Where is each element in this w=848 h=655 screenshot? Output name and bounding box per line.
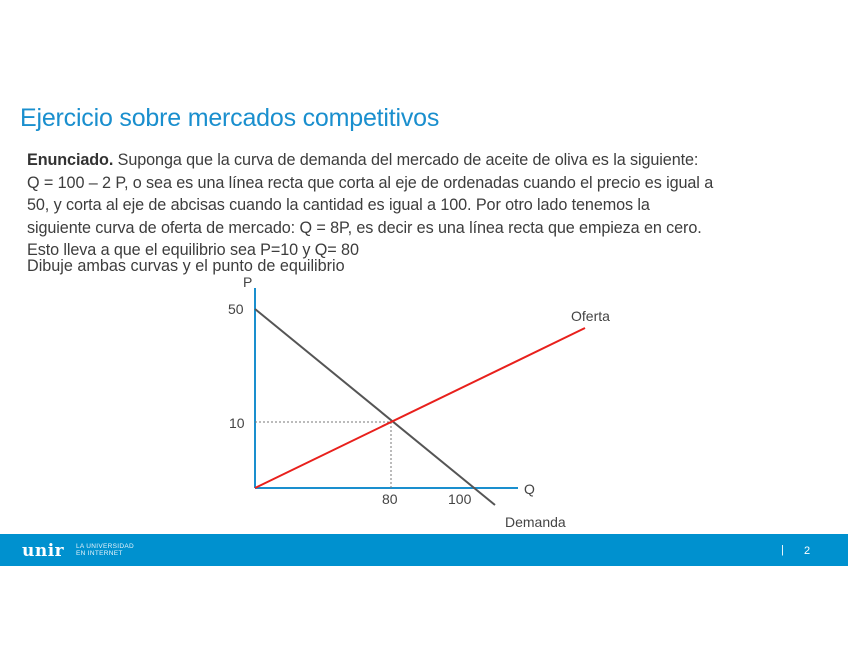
statement-line-4: siguiente curva de oferta de mercado: Q = 8P, es decir es una línea recta que empieza en cero. [27, 218, 702, 237]
x-tick-100: 100 [448, 491, 472, 507]
instruction-text: Dibuje ambas curvas y el punto de equilibrio [27, 257, 345, 275]
statement-line-1: Suponga que la curva de demanda del mercado de aceite de oliva es la siguiente: [113, 151, 699, 169]
page-number: 2 [804, 545, 811, 557]
statement-line-5: Esto lleva a que el equilibrio sea P=10 y Q= 80 [27, 241, 359, 259]
slide-title: Ejercicio sobre mercados competitivos [20, 104, 440, 132]
footer-bar [0, 534, 848, 566]
logo-tagline [76, 543, 134, 557]
x-tick-80: 80 [382, 491, 398, 507]
demand-label: Demanda [505, 514, 566, 530]
tagline-line-1: LA UNIVERSIDAD [76, 543, 135, 550]
y-tick-10: 10 [229, 415, 245, 431]
x-axis-label: Q [524, 481, 535, 497]
unir-logo: unir [22, 541, 65, 561]
y-axis-label: P [243, 274, 253, 290]
tagline-line-2: EN INTERNET [76, 550, 123, 557]
demand-curve [255, 309, 495, 505]
statement-lead: Enunciado. [27, 151, 114, 169]
statement-line-2: Q = 100 – 2 P, o sea es una línea recta que corta al eje de ordenadas cuando el precio es igual a [27, 173, 714, 192]
y-tick-50: 50 [228, 301, 244, 317]
supply-curve [255, 328, 585, 488]
supply-label: Oferta [571, 308, 610, 324]
footer-separator: | [781, 544, 784, 556]
statement-line-3: 50, y corta al eje de abcisas cuando la cantidad es igual a 100. Por otro lado tenemos la [27, 196, 650, 214]
